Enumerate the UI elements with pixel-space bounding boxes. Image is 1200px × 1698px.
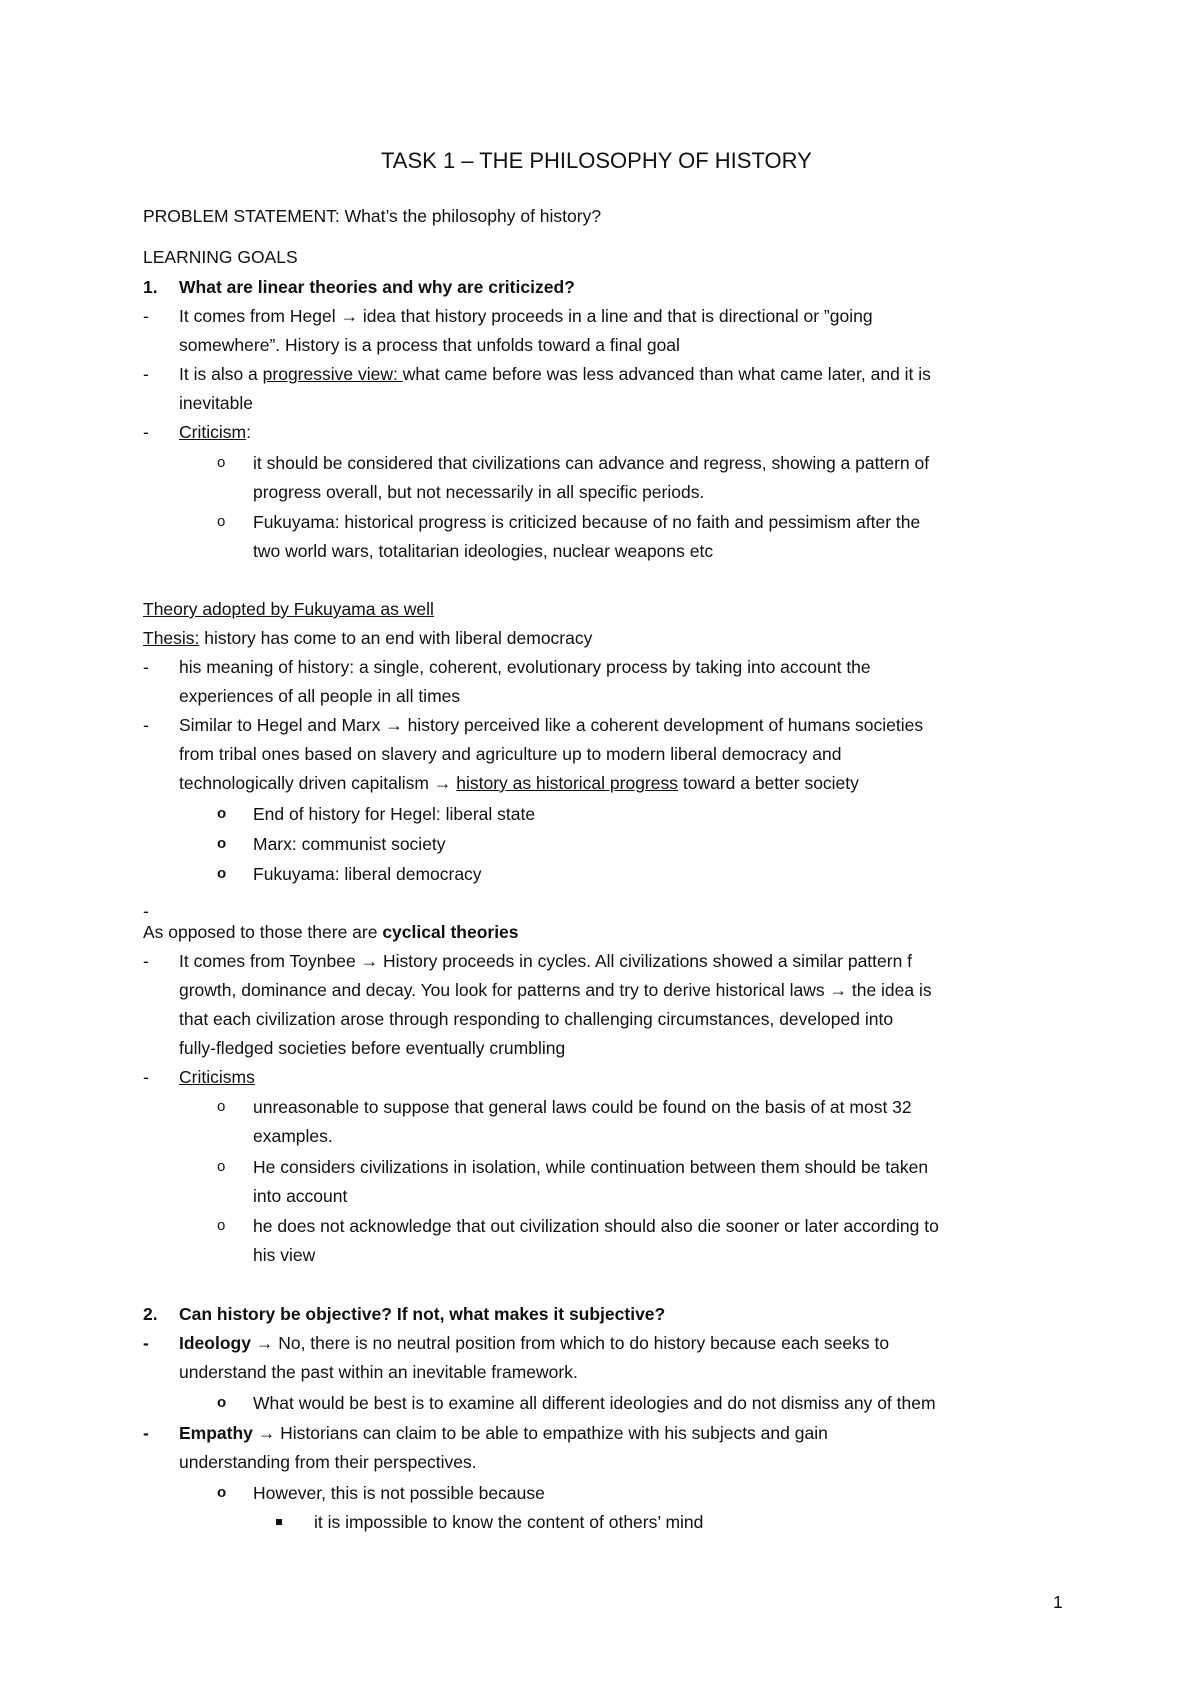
q1-criticism-1-cont: progress overall, but not necessarily in all specific periods. [253, 482, 705, 502]
cyclical-intro: As opposed to those there are cyclical theories [143, 922, 519, 942]
q1-bullet-1: It comes from Hegel → idea that history proceeds in a line and that is directional or ”going [179, 306, 873, 326]
cyclical-criticism-3: he does not acknowledge that out civilization should also die sooner or later according to [253, 1216, 939, 1236]
fukuyama-sub-3: Fukuyama: liberal democracy [253, 864, 482, 884]
cyclical-criticism-2: He considers civilizations in isolation, while continuation between them should be taken [253, 1157, 929, 1177]
q1-criticism-2: Fukuyama: historical progress is criticized because of no faith and pessimism after the [253, 512, 921, 532]
q2-empathy: Empathy → Historians can claim to be able to empathize with his subjects and gain [179, 1423, 828, 1443]
dash-bullet: - [143, 715, 149, 735]
sub-bullet: o [217, 1098, 226, 1115]
page-title: TASK 1 – THE PHILOSOPHY OF HISTORY [381, 148, 812, 173]
arrow-icon: → [340, 306, 358, 326]
q2-empathy-subsub: it is impossible to know the content of others’ mind [314, 1512, 704, 1532]
cyclical-bullet-1: It comes from Toynbee → History proceeds in cycles. All civilizations showed a similar pattern f [179, 951, 913, 971]
q2-number: 2. [143, 1304, 158, 1324]
dash-bullet: - [143, 951, 149, 971]
q2-ideology: Ideology → No, there is no neutral position from which to do history because each seeks to [179, 1333, 890, 1353]
q1-criticism-2-cont: two world wars, totalitarian ideologies, nuclear weapons etc [253, 541, 714, 561]
dash-bullet: - [143, 901, 149, 921]
sub-bullet: o [217, 865, 227, 882]
fukuyama-bullet-1-cont: experiences of all people in all times [179, 686, 461, 706]
arrow-icon: → [360, 951, 379, 971]
arrow-icon: → [255, 1333, 274, 1353]
arrow-icon: → [829, 980, 847, 1000]
fukuyama-heading: Theory adopted by Fukuyama as well [143, 599, 434, 619]
fukuyama-sub-1: End of history for Hegel: liberal state [253, 804, 536, 824]
q1-criticism-label: Criticism: [179, 422, 251, 442]
dash-bullet: - [143, 364, 149, 384]
sub-bullet: o [217, 513, 226, 530]
dash-bullet: - [143, 1067, 149, 1087]
arrow-icon: → [385, 715, 403, 735]
q1-number: 1. [143, 277, 158, 297]
q2-question: Can history be objective? If not, what makes it subjective? [179, 1304, 666, 1324]
dash-bullet: - [143, 1333, 149, 1353]
arrow-icon: → [433, 773, 452, 793]
square-bullet-icon [276, 1519, 282, 1525]
q2-ideology-cont: understand the past within an inevitable framework. [179, 1362, 578, 1382]
problem-statement: PROBLEM STATEMENT: What’s the philosophy of history? [143, 206, 602, 226]
fukuyama-bullet-2: Similar to Hegel and Marx → history perceived like a coherent development of humans societies [179, 715, 924, 735]
q2-empathy-sub: However, this is not possible because [253, 1483, 545, 1503]
sub-bullet: o [217, 835, 227, 852]
cyclical-criticisms-label: Criticisms [179, 1067, 255, 1087]
q1-criticism-1: it should be considered that civilizations can advance and regress, showing a pattern of [253, 453, 930, 473]
sub-bullet: o [217, 1484, 227, 1501]
fukuyama-sub-2: Marx: communist society [253, 834, 446, 854]
cyclical-bullet-1-cont: growth, dominance and decay. You look for patterns and try to derive historical laws → the idea is [179, 980, 932, 1000]
learning-goals-heading: LEARNING GOALS [143, 247, 298, 267]
sub-bullet: o [217, 1158, 226, 1175]
sub-bullet: o [217, 1394, 227, 1411]
arrow-icon: → [257, 1423, 276, 1443]
q1-bullet-2-cont: inevitable [179, 393, 253, 413]
cyclical-criticism-1-cont: examples. [253, 1126, 333, 1146]
sub-bullet: o [217, 454, 226, 471]
fukuyama-bullet-1: his meaning of history: a single, coherent, evolutionary process by taking into account the [179, 657, 871, 677]
dash-bullet: - [143, 306, 149, 326]
q2-empathy-cont: understanding from their perspectives. [179, 1452, 477, 1472]
fukuyama-bullet-2-cont2: technologically driven capitalism → history as historical progress toward a better society [179, 773, 859, 793]
sub-bullet: o [217, 1217, 226, 1234]
sub-bullet: o [217, 805, 227, 822]
fukuyama-bullet-2-cont: from tribal ones based on slavery and agriculture up to modern liberal democracy and [179, 744, 842, 764]
page-number: 1 [1053, 1592, 1063, 1612]
cyclical-criticism-3-cont: his view [253, 1245, 316, 1265]
q1-question: What are linear theories and why are criticized? [179, 277, 575, 297]
cyclical-bullet-1-cont2: that each civilization arose through responding to challenging circumstances, developed into [179, 1009, 894, 1029]
dash-bullet: - [143, 657, 149, 677]
cyclical-bullet-1-cont3: fully-fledged societies before eventually crumbling [179, 1038, 566, 1058]
q2-ideology-sub: What would be best is to examine all different ideologies and do not dismiss any of them [253, 1393, 936, 1413]
q1-bullet-1-cont: somewhere”. History is a process that unfolds toward a final goal [179, 335, 680, 355]
q1-bullet-2: It is also a progressive view: what came before was less advanced than what came later, and it is [179, 364, 931, 384]
fukuyama-thesis: Thesis: history has come to an end with liberal democracy [143, 628, 593, 648]
cyclical-criticism-2-cont: into account [253, 1186, 348, 1206]
dash-bullet: - [143, 422, 149, 442]
cyclical-criticism-1: unreasonable to suppose that general laws could be found on the basis of at most 32 [253, 1097, 912, 1117]
dash-bullet: - [143, 1423, 149, 1443]
